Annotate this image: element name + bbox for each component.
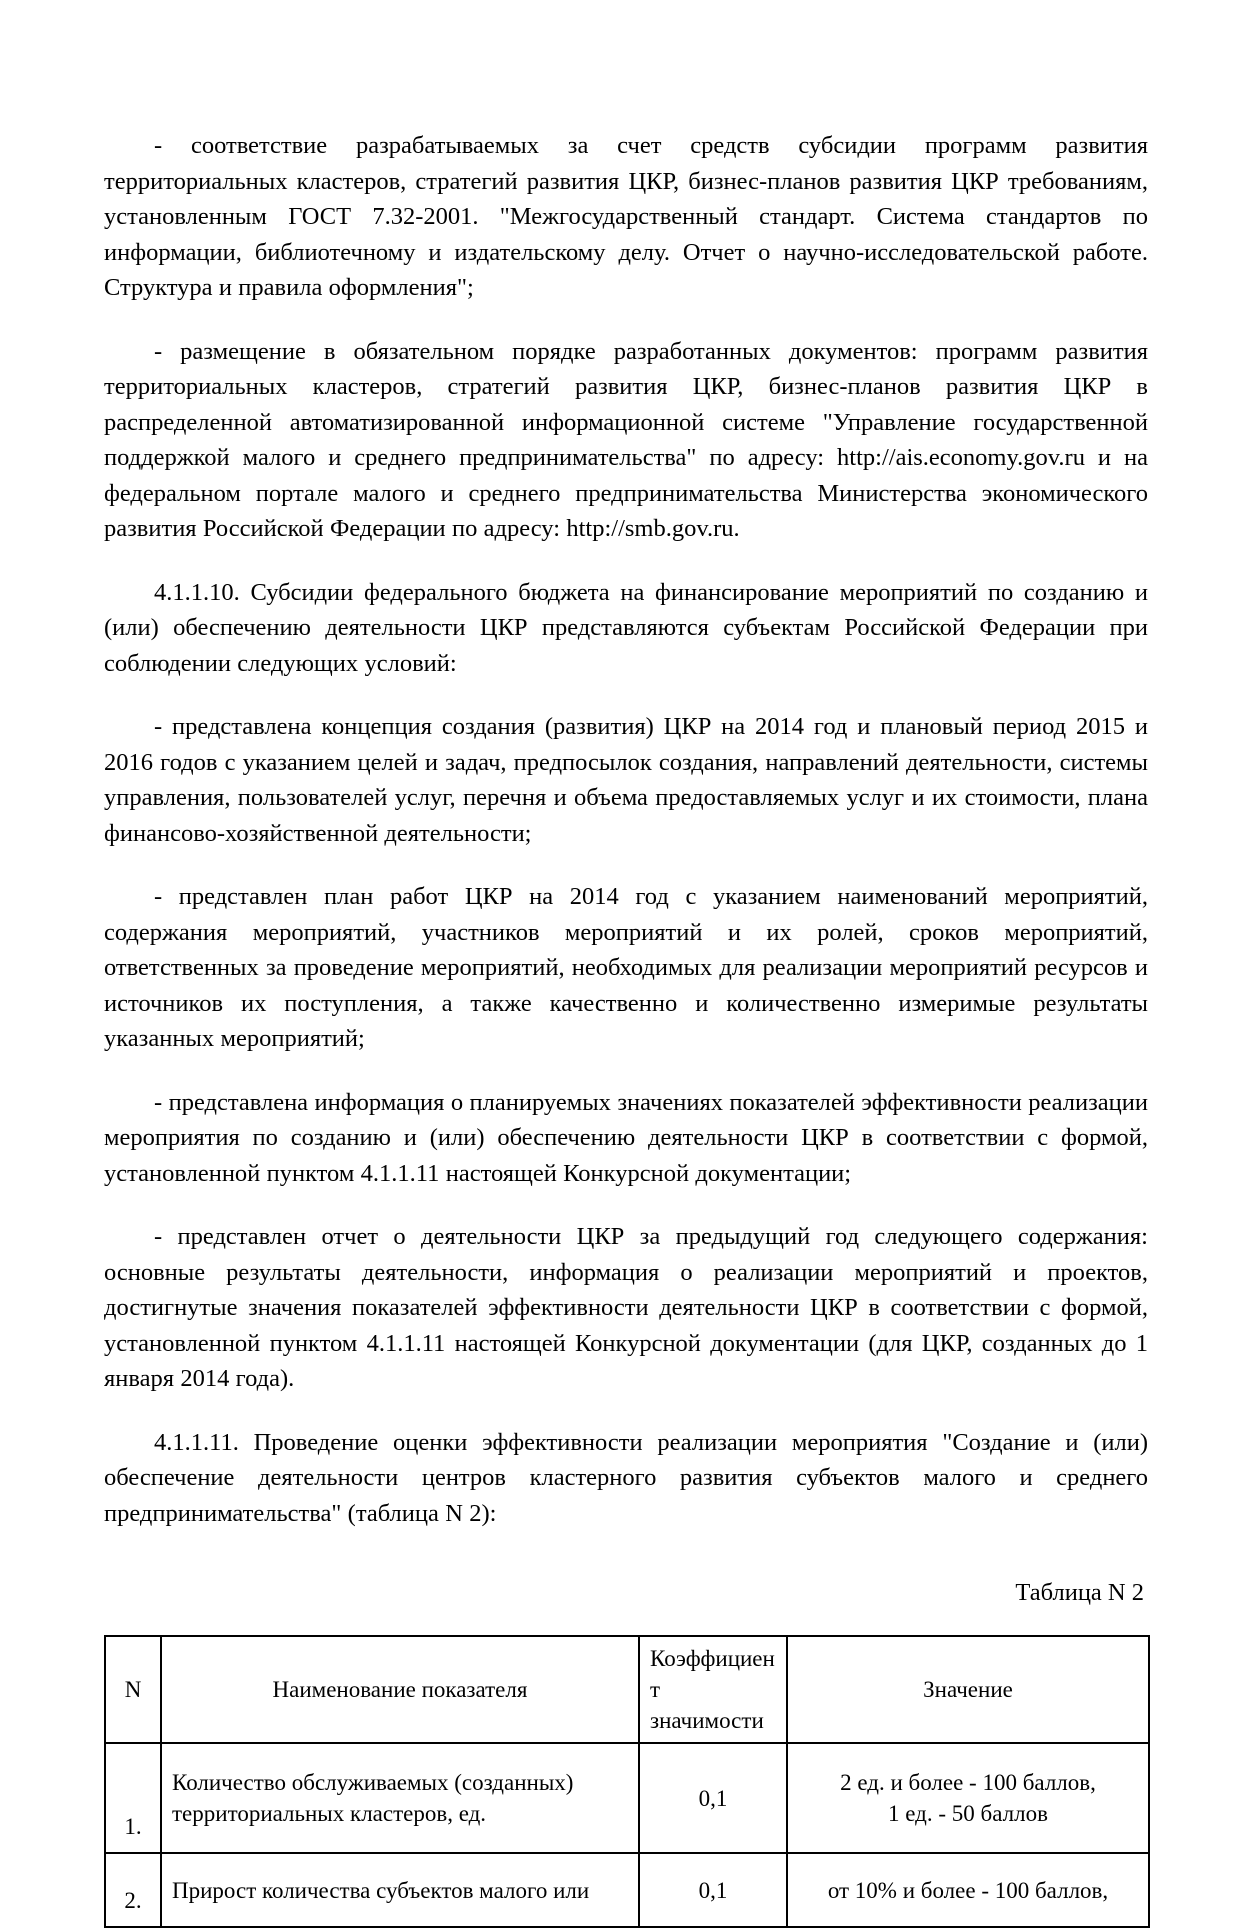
table-row xyxy=(105,1743,1149,1853)
cell-number: 2. xyxy=(105,1853,161,1927)
column-header-weight-coefficient-line2: т значимости xyxy=(650,1677,764,1733)
document-body xyxy=(104,128,1148,1928)
efficiency-indicators-table xyxy=(104,1635,1150,1928)
table-body xyxy=(105,1743,1149,1927)
cell-value-line2: 1 ед. - 50 баллов xyxy=(888,1801,1048,1826)
paragraph-clause-4-1-1-11: 4.1.1.11. Проведение оценки эффективности реализации мероприятия "Создание и (или) обеспечение деятельности центров кластерного развития субъектов малого и среднего предпринимательства" (таблица N 2): xyxy=(104,1428,1148,1527)
paragraph-planned-indicators: - представлена информация о планируемых значениях показателей эффективности реализации мероприятия по созданию и (или) обеспечению деятельности ЦКР в соответствии с формой, установленной пунктом 4.1.1.11 настоящей Конкурсной документации; xyxy=(104,1088,1148,1187)
paragraph-workplan-submitted: - представлен план работ ЦКР на 2014 год с указанием наименований мероприятий, содержания мероприятий, участников мероприятий и их ролей, сроков мероприятий, ответственных за проведение мероприятий, необходимых для реализации мероприятий ресурсов и источников их поступления, а также качественно и количественно измеримые результаты указанных мероприятий; xyxy=(104,883,1148,1052)
cell-indicator-name: Количество обслуживаемых (созданных) территориальных кластеров, ед. xyxy=(161,1743,639,1853)
column-header-weight-coefficient xyxy=(639,1636,787,1743)
table-header-row xyxy=(105,1636,1149,1743)
table-header xyxy=(105,1636,1149,1743)
cell-weight-coefficient: 0,1 xyxy=(639,1743,787,1853)
cell-value xyxy=(787,1853,1149,1927)
cell-weight-coefficient: 0,1 xyxy=(639,1853,787,1927)
table-caption: Таблица N 2 xyxy=(1015,1579,1144,1606)
column-header-indicator-name: Наименование показателя xyxy=(161,1636,639,1743)
paragraph-mandatory-publication: - размещение в обязательном порядке разработанных документов: программ развития территориальных кластеров, стратегий развития ЦКР, бизнес-планов развития ЦКР в распределенной автоматизированной информационной системе "Управление государственной поддержкой малого и среднего предпринимательства" по адресу: http://ais.economy.gov.ru и на федеральном портале малого и среднего предпринимательства Министерства экономического развития Российской Федерации по адресу: http://smb.gov.ru. xyxy=(104,337,1148,542)
column-header-weight-coefficient-line1: Коэффициен xyxy=(650,1646,775,1671)
table-row xyxy=(105,1853,1149,1927)
cell-value-line1: от 10% и более - 100 баллов, xyxy=(827,1877,1109,1903)
paragraph-previous-year-report: - представлен отчет о деятельности ЦКР за предыдущий год следующего содержания: основные результаты деятельности, информация о реализации мероприятий и проектов, достигнутые значения показателей эффективности деятельности ЦКР в соответствии с формой, установленной пунктом 4.1.1.11 настоящей Конкурсной документации (для ЦКР, созданных до 1 января 2014 года). xyxy=(104,1223,1148,1392)
paragraph-concept-submitted: - представлена концепция создания (развития) ЦКР на 2014 год и плановый период 2015 и 2016 годов с указанием целей и задач, предпосылок создания, направлений деятельности, системы управления, пользователей услуг, перечня и объема предоставляемых услуг и их стоимости, плана финансово-хозяйственной деятельности; xyxy=(104,713,1148,847)
column-header-value: Значение xyxy=(787,1636,1149,1743)
cell-value xyxy=(787,1743,1149,1853)
paragraph-gost-compliance: - соответствие разрабатываемых за счет средств субсидии программ развития территориальных кластеров, стратегий развития ЦКР, бизнес-планов развития ЦКР требованиям, установленным ГОСТ 7.32-2001. "Межгосударственный стандарт. Система стандартов по информации, библиотечному и издательскому делу. Отчет о научно-исследовательской работе. Структура и правила оформления"; xyxy=(104,132,1148,301)
paragraph-clause-4-1-1-10: 4.1.1.10. Субсидии федерального бюджета на финансирование мероприятий по созданию и (или) обеспечению деятельности ЦКР представляются субъектам Российской Федерации при соблюдении следующих условий: xyxy=(104,578,1148,677)
cell-indicator-name: Прирост количества субъектов малого или xyxy=(161,1853,639,1927)
cell-number: 1. xyxy=(105,1743,161,1853)
column-header-number: N xyxy=(105,1636,161,1743)
cell-value-line1: 2 ед. и более - 100 баллов, xyxy=(840,1770,1096,1795)
